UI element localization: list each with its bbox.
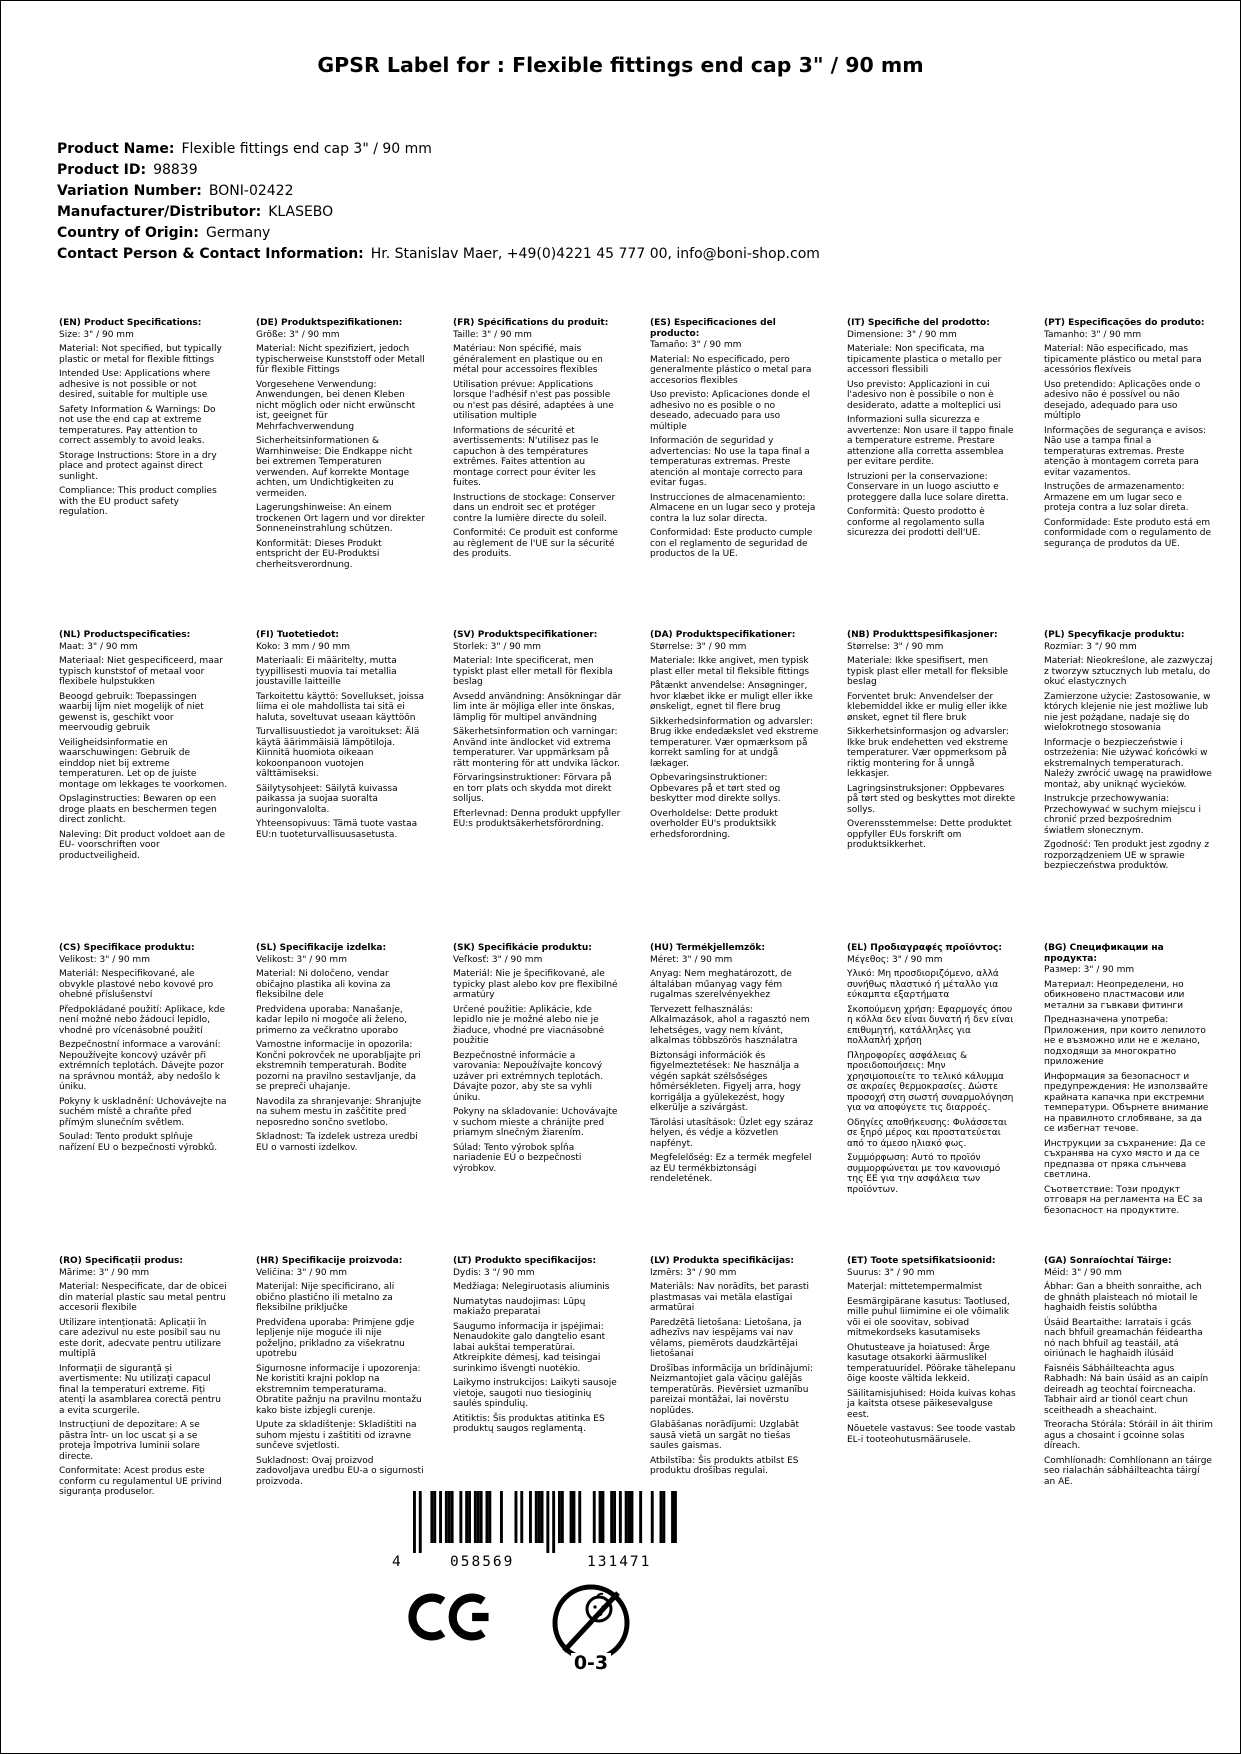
block-paragraph: Sikkerhetsinformasjon og advarsler: Ikke bruk endehetten ved ekstreme temperaturer. Vær oppmerksom på riktig montering for å unngå lekkasjer. xyxy=(847,727,1009,780)
block-paragraph: Dydis: 3 "/ 90 mm xyxy=(453,1267,535,1278)
language-block xyxy=(847,1256,1016,1502)
block-paragraph: Treoracha Stórála: Stóráil in áit thirim agus a chosaint i gcoinne solas díreach. xyxy=(1044,1420,1213,1452)
language-block-title: (EL) Προδιαγραφές προϊόντος: xyxy=(847,943,1002,953)
language-block-body xyxy=(650,642,819,841)
block-paragraph: Tamanho: 3" / 90 mm xyxy=(1044,329,1142,340)
block-paragraph: Izmērs: 3" / 90 mm xyxy=(650,1267,737,1278)
language-block xyxy=(59,630,228,943)
product-info-row xyxy=(57,244,820,265)
language-block-title: (RO) Specificații produs: xyxy=(59,1256,183,1266)
block-paragraph: Materjal: mittetempermalmist xyxy=(847,1282,983,1293)
language-block-body xyxy=(847,1268,1016,1446)
block-paragraph: Materiaali: Ei määritelty, mutta tyypillisesti muovia tai metallia joustaville laitteille xyxy=(256,656,397,688)
block-paragraph: Predvidena uporaba: Nanašanje, kadar lepilo ni mogoče ali želeno, primerno za večkratno uporabo xyxy=(256,1004,408,1036)
block-paragraph: Rozmiar: 3 "/ 90 mm xyxy=(1044,641,1137,652)
language-block-title: (NL) Productspecificaties: xyxy=(59,630,191,640)
block-paragraph: Uso previsto: Aplicaciones donde el adhesivo no es posible o no deseado, adecuado para uso múltiple xyxy=(650,390,810,432)
block-paragraph: Størrelse: 3" / 90 mm xyxy=(650,641,747,652)
language-block-body xyxy=(650,955,819,1185)
baby-face-icon xyxy=(587,1597,611,1621)
language-block-body xyxy=(650,1268,819,1477)
block-paragraph: Bezpečnostné informácie a varovania: Nepoužívajte koncový uzáver pri extrémnych teplotách. Dávajte pozor, aby ste sa vyhli úniku. xyxy=(453,1050,604,1103)
block-paragraph: Material: Nicht spezifiziert, jedoch typischerweise Kunststoff oder Metall für flexible Fittings xyxy=(256,344,425,376)
block-paragraph: Materiał: Nieokreślone, ale zazwyczaj z tworzyw sztucznych lub metalu, do okuć elastycznych xyxy=(1044,656,1213,688)
language-block-body xyxy=(453,330,622,560)
block-paragraph: Материал: Неопределени, но обикновено пластмасови или метални за гъвкави фитинги xyxy=(1044,979,1185,1011)
block-paragraph: Méid: 3" / 90 mm xyxy=(1044,1267,1122,1278)
language-block-title: (GA) Sonraíochtaí Táirge: xyxy=(1044,1256,1172,1266)
block-paragraph: Instructions de stockage: Conserver dans un endroit sec et protéger contre la lumière directe du soleil. xyxy=(453,492,616,524)
block-paragraph: Faisnéis Sábháilteachta agus Rabhadh: Ná bain úsáid as an caipín deireadh ag teochtaí foircneacha. Tabhair aird ar tionól ceart chun sceitheadh a sheachaint. xyxy=(1044,1363,1209,1416)
product-info xyxy=(57,139,820,265)
language-block xyxy=(453,943,622,1256)
language-block xyxy=(59,1256,228,1502)
block-paragraph: Sicherheitsinformationen & Warnhinweise: Die Endkappe nicht bei extremen Temperaturen verwenden. Auf korrekte Montage achten, um Undichtigkeiten zu vermeiden. xyxy=(256,436,413,499)
language-block-title: (ET) Toote spetsifikatsioonid: xyxy=(847,1256,996,1266)
block-paragraph: Σκοπούμενη χρήση: Εφαρμογές όπου η κόλλα δεν είναι δυνατή ή δεν είναι επιθυμητή, κατάλληλες για πολλαπλή χρήση xyxy=(847,1004,1014,1047)
block-paragraph: Größe: 3" / 90 mm xyxy=(256,329,340,340)
block-paragraph: Información de seguridad y advertencias: No use la tapa final a temperaturas extremas. Preste atención al montaje correcto para evitar fugas. xyxy=(650,436,810,489)
language-block-body xyxy=(256,1268,425,1488)
block-paragraph: Compliance: This product complies with the EU product safety regulation. xyxy=(59,486,217,518)
language-block-body xyxy=(1044,642,1213,872)
block-paragraph: Suurus: 3" / 90 mm xyxy=(847,1267,935,1278)
block-paragraph: Opslaginstructies: Bewaren op een droge plaats en beschermen tegen direct zonlicht. xyxy=(59,794,217,826)
language-block-body xyxy=(453,642,622,830)
page-title: GPSR Label for : Flexible fittings end cap 3" / 90 mm xyxy=(317,53,924,77)
block-paragraph: Istruzioni per la conservazione: Conservare in un luogo asciutto e proteggere dalla luce solare diretta. xyxy=(847,471,1009,503)
block-paragraph: Lagerungshinweise: An einem trockenen Ort lagern und vor direkter Sonneneinstrahlung schützen. xyxy=(256,503,425,535)
block-paragraph: Materiál: Nespecifikované, ale obvykle plastové nebo kovové pro ohebné příslušenství xyxy=(59,969,214,1001)
block-paragraph: Forventet bruk: Anvendelser der klebemiddel ikke er mulig eller ikke ønsket, egnet til flere bruk xyxy=(847,691,1008,723)
language-block-title: (NB) Produkttspesifikasjoner: xyxy=(847,630,998,640)
language-block xyxy=(256,318,425,630)
ce-mark-icon xyxy=(405,1593,493,1641)
language-block-title: (LV) Produkta specifikācijas: xyxy=(650,1256,794,1266)
language-block-body xyxy=(453,955,622,1175)
block-paragraph: Ábhar: Gan a bheith sonraithe, ach de ghnáth plaisteach nó miotail le haghaidh feistis solúbtha xyxy=(1044,1282,1202,1314)
block-paragraph: Ohutusteave ja hoiatused: Ärge kasutage otsakorki äärmuslikel temperatuuridel. Pöörake tähelepanu õige kooste vältida lekkeid. xyxy=(847,1342,1016,1385)
block-paragraph: Naleving: Dit product voldoet aan de EU- voorschriften voor productveiligheid. xyxy=(59,829,226,861)
language-block xyxy=(847,943,1016,1256)
language-block-title: (DA) Produktspecifikationer: xyxy=(650,630,796,640)
language-block-body xyxy=(847,330,1016,539)
block-paragraph: Predviđena uporaba: Primjene gdje lepljenje nije moguće ili nije poželjno, prikladno za višekratnu upotrebu xyxy=(256,1317,415,1360)
block-paragraph: Úsáid Beartaithe: Iarratais i gcás nach bhfuil greamachán féideartha nó nach bhfuil ag teastáil, atá oiriúnach le haghaidh ilúsáid xyxy=(1044,1317,1203,1360)
language-block xyxy=(847,318,1016,630)
block-paragraph: Zamierzone użycie: Zastosowanie, w których klejenie nie jest możliwe lub nie jest pożądane, nadaje się do wielokrotnego stosowania xyxy=(1044,691,1211,734)
block-paragraph: Conformitate: Acest produs este conform cu regulamentul UE privind siguranța produselor. xyxy=(59,1466,222,1498)
product-info-row xyxy=(57,181,820,202)
block-paragraph: Utilisation prévue: Applications lorsque l'adhésif n'est pas possible ou n'est pas désiré, adaptées à une utilisation multiple xyxy=(453,379,614,422)
block-paragraph: Atitiktis: Šis produktas atitinka ES produktų saugos reglamentą. xyxy=(453,1413,605,1435)
language-block-title: (DE) Produktspezifikationen: xyxy=(256,318,403,328)
product-info-label: Product Name: xyxy=(57,141,175,157)
language-block-title: (ES) Especificaciones del producto: xyxy=(650,318,776,339)
block-paragraph: Velikost: 3" / 90 mm xyxy=(59,954,150,965)
language-block-title: (FR) Spécifications du produit: xyxy=(453,318,609,328)
language-block xyxy=(650,943,819,1256)
product-info-label: Manufacturer/Distributor: xyxy=(57,204,262,220)
language-block-title: (EN) Product Specifications: xyxy=(59,318,202,328)
language-block-body xyxy=(59,1268,228,1498)
block-paragraph: Πληροφορίες ασφάλειας & προειδοποιήσεις: Μην χρησιμοποιείτε το τελικό κάλυμμα σε ακραίες θερμοκρασίες. Δώστε προσοχή στη σωστή συναρμολόγηση για να αποφύγετε τις διαρροές. xyxy=(847,1050,1014,1114)
block-paragraph: Glabāšanas norādījumi: Uzglabāt sausā vietā un sargāt no tiešas saules gaismas. xyxy=(650,1420,799,1452)
block-paragraph: Varnostne informacije in opozorila: Končni pokrovček ne uporabljajte pri ekstremnih temperaturah. Bodite pozorni na pravilno sestavljanje, da se prepreči uhajanje. xyxy=(256,1040,421,1093)
block-paragraph: Materiaal: Niet gespecificeerd, maar typisch kunststof of metaal voor flexibele hulpstukken xyxy=(59,656,223,688)
block-paragraph: Maat: 3" / 90 mm xyxy=(59,641,138,652)
block-paragraph: Megfelelőség: Ez a termék megfelel az EU termékbiztonsági rendeletének. xyxy=(650,1153,812,1185)
block-paragraph: Skladnost: Ta izdelek ustreza uredbi EU o varnosti izdelkov. xyxy=(256,1132,418,1153)
block-paragraph: Förvaringsinstruktioner: Förvara på en torr plats och skydda mot direkt solljus. xyxy=(453,773,612,805)
block-paragraph: Safety Information & Warnings: Do not use the end cap at extreme temperatures. Pay attention to correct assembly to avoid leaks. xyxy=(59,404,216,447)
block-paragraph: Materiale: Non specificata, ma tipicamente plastica o metallo per accessori flessibili xyxy=(847,344,1002,376)
language-block-title: (SK) Špecifikácie produktu: xyxy=(453,943,592,953)
block-paragraph: Säkerhetsinformation och varningar: Använd inte ändlocket vid extrema temperaturer. Var uppmärksam på rätt montering för att undvika läckor. xyxy=(453,727,620,769)
language-block xyxy=(1044,318,1213,630)
ean13-barcode xyxy=(413,1491,689,1557)
block-paragraph: Mărime: 3" / 90 mm xyxy=(59,1267,150,1278)
language-block-title: (HR) Specifikacije proizvoda: xyxy=(256,1256,403,1266)
block-paragraph: Informações de segurança e avisos: Não use a tampa final a temperaturas extremas. Preste atenção à montagem correta para evitar vazamentos. xyxy=(1044,425,1207,478)
language-block xyxy=(453,1256,622,1502)
block-paragraph: Opbevaringsinstruktioner: Opbevares på et tørt sted og beskytter mod direkte sollys. xyxy=(650,773,781,805)
language-block xyxy=(256,1256,425,1502)
age-warning-label: 0-3 xyxy=(573,1652,609,1674)
block-paragraph: Tervezett felhasználás: Alkalmazások, ahol a ragasztó nem lehetséges, vagy nem kívánt, alkalmas többszörös használatra xyxy=(650,1004,810,1047)
block-paragraph: Conformité: Ce produit est conforme au règlement de l'UE sur la sécurité des produits. xyxy=(453,528,618,560)
block-paragraph: Soulad: Tento produkt splňuje nařízení EU o bezpečnosti výrobků. xyxy=(59,1132,218,1153)
block-paragraph: Tamaño: 3" / 90 mm xyxy=(650,340,742,351)
language-block-body xyxy=(256,955,425,1154)
block-paragraph: Beoogd gebruik: Toepassingen waarbij lijm niet mogelijk of niet gewenst is, geschikt voor meervoudig gebruik xyxy=(59,691,204,734)
language-block-title: (PT) Especificações do produto: xyxy=(1044,318,1205,328)
block-paragraph: Anyag: Nem meghatározott, de általában műanyag vagy fém rugalmas szerelvényekhez xyxy=(650,969,792,1001)
block-paragraph: Informacje o bezpieczeństwie i ostrzeżenia: Nie używać końcówki w ekstremalnych temperaturach. Należy zwrócić uwagę na prawidłowe montaż, aby uniknąć wycieków. xyxy=(1044,737,1212,790)
language-block-body xyxy=(59,955,228,1154)
language-block xyxy=(1044,1256,1213,1502)
block-paragraph: Sigurnosne informacije i upozorenja: Ne koristiti krajni poklop na ekstremnim temperaturama. Obratite pažnju na pravilnu montažu kako biste izbjegli curenje. xyxy=(256,1363,422,1416)
block-paragraph: Conformità: Questo prodotto è conforme al regolamento sulla sicurezza dei prodotti dell'UE. xyxy=(847,507,985,539)
block-paragraph: Velikost: 3" / 90 mm xyxy=(256,954,347,965)
product-info-row xyxy=(57,202,820,223)
block-paragraph: Předpokládané použití: Aplikace, kde není možné nebo žádoucí lepidlo, vhodné pro vícenásobné použití xyxy=(59,1004,225,1036)
block-paragraph: Numatytas naudojimas: Lūpų makiažo preparatai xyxy=(453,1296,586,1318)
language-block xyxy=(59,318,228,630)
block-paragraph: Bezpečnostní informace a varování: Nepoužívejte koncový uzávěr při extrémních teplotách. Dávejte pozor na správnou montáž, aby nedošlo k úniku. xyxy=(59,1040,224,1093)
block-paragraph: Информация за безопасност и предупреждения: Не използвайте крайната капачка при екстремни температури. Обърнете внимание на правилното сглобяване, за да се избегнат течове. xyxy=(1044,1071,1209,1135)
age-warning-icon xyxy=(550,1579,632,1675)
barcode-digit-group: 058569 xyxy=(450,1554,515,1570)
language-block xyxy=(650,630,819,943)
block-paragraph: Instrukcje przechowywania: Przechowywać w suchym miejscu i chronić przed bezpośrednim światłem słonecznym. xyxy=(1044,794,1201,836)
block-paragraph: Размер: 3" / 90 mm xyxy=(1044,965,1135,976)
language-block-title: (PL) Specyfikacje produktu: xyxy=(1044,630,1185,640)
block-paragraph: Materiale: Ikke spesifisert, men typisk plast eller metall for fleksible beslag xyxy=(847,656,1009,688)
product-info-label: Contact Person & Contact Information: xyxy=(57,246,364,262)
block-paragraph: Medžiaga: Nelegiruotasis aliuminis xyxy=(453,1282,610,1293)
product-info-row xyxy=(57,160,820,181)
language-block-title: (HU) Termékjellemzők: xyxy=(650,943,766,953)
block-paragraph: Paredzētā lietošana: Lietošana, ja adhezīvs nav iespējams vai nav vēlams, piemērots daudzkārtējai lietošanai xyxy=(650,1317,802,1360)
language-block-body xyxy=(1044,965,1213,1216)
block-paragraph: Størrelse: 3" / 90 mm xyxy=(847,641,944,652)
block-paragraph: Utilizare intenționată: Aplicații în care adezivul nu este posibil sau nu este dorit, adecvate pentru utilizare multiplă xyxy=(59,1317,222,1360)
product-info-row xyxy=(57,223,820,244)
language-block xyxy=(1044,943,1213,1256)
block-paragraph: Taille: 3" / 90 mm xyxy=(453,329,532,340)
language-block-body xyxy=(256,330,425,571)
block-paragraph: Laikymo instrukcijos: Laikyti sausoje vietoje, saugoti nuo tiesioginių saulės spindulių. xyxy=(453,1378,617,1410)
product-info-value: BONI-02422 xyxy=(208,183,294,199)
block-paragraph: Съответствие: Този продукт отговаря на регламента на ЕС за безопасност на продуктите. xyxy=(1044,1184,1203,1216)
block-paragraph: Storage Instructions: Store in a dry place and protect against direct sunlight. xyxy=(59,450,217,482)
language-block xyxy=(256,630,425,943)
block-paragraph: Vorgesehene Verwendung: Anwendungen, bei denen Kleben nicht möglich oder nicht erwünscht ist, geeignet für Mehrfachverwendung xyxy=(256,379,416,432)
language-block-body xyxy=(847,642,1016,851)
language-block xyxy=(453,630,622,943)
block-paragraph: Säilitamisjuhised: Hoida kuivas kohas ja kaitsta otsese päikesevalguse eest. xyxy=(847,1388,1016,1420)
block-paragraph: Instrucțiuni de depozitare: A se păstra într- un loc uscat și a se proteja împotriva luminii solare directe. xyxy=(59,1420,200,1462)
block-paragraph: Overensstemmelse: Dette produktet oppfyller EUs forskrift om produktsikkerhet. xyxy=(847,819,1012,851)
product-info-row xyxy=(57,139,820,160)
product-info-value: Hr. Stanislav Maer, +49(0)4221 45 777 00, info@boni-shop.com xyxy=(370,246,820,262)
block-paragraph: Storlek: 3" / 90 mm xyxy=(453,641,542,652)
block-paragraph: Eesmärgipärane kasutus: Taotlused, mille puhul liimimine ei ole võimalik või ei ole soovitav, sobivad mitmekordseks kasutamiseks xyxy=(847,1296,1010,1339)
barcode-digit-group: 4 xyxy=(392,1554,403,1570)
language-block-body xyxy=(1044,330,1213,550)
block-paragraph: Uso previsto: Applicazioni in cui l'adesivo non è possibile o non è desiderato, adatte a molteplici usi xyxy=(847,379,1001,411)
block-paragraph: Efterlevnad: Denna produkt uppfyller EU:s produktsäkerhetsförordning. xyxy=(453,808,621,830)
block-paragraph: Méret: 3" / 90 mm xyxy=(650,954,733,965)
block-paragraph: Materiāls: Nav norādīts, bet parasti plastmasas vai metāla elastīgai armatūrai xyxy=(650,1282,809,1314)
block-paragraph: Påtænkt anvendelse: Ansøgninger, hvor klæbet ikke er muligt eller ikke ønskeligt, egnet til flere brug xyxy=(650,681,813,713)
block-paragraph: Informații de siguranță și avertismente: Nu utilizați capacul final la temperaturi extreme. Fiți atenți la asamblarea corectă pentru a evita scurgerile. xyxy=(59,1363,221,1416)
block-paragraph: Súlad: Tento výrobok spĺňa nariadenie EÚ o bezpečnosti výrobkov. xyxy=(453,1142,582,1174)
block-paragraph: Matériau: Non spécifié, mais généralement en plastique ou en métal pour accessoires flexibles xyxy=(453,344,603,376)
block-paragraph: Инструкции за съхранение: Да се съхранява на сухо място и да се предпазва от пряка слънчева светлина. xyxy=(1044,1138,1206,1181)
language-block xyxy=(453,318,622,630)
block-paragraph: Υλικό: Μη προσδιοριζόμενο, αλλά συνήθως πλαστικό ή μέταλλο για εύκαμπτα εξαρτήματα xyxy=(847,969,999,1001)
block-paragraph: Navodila za shranjevanje: Shranjujte na suhem mestu in zaščitite pred neposredno sončno svetlobo. xyxy=(256,1096,422,1128)
block-paragraph: Biztonsági információk és figyelmeztetések: Ne használja a végén sapkát szélsőséges hőmérsékleten. Figyelj arra, hogy korrigálja a gyülekezést, hogy elkerülje a szivárgást. xyxy=(650,1050,801,1114)
product-info-label: Product ID: xyxy=(57,162,147,178)
block-paragraph: Lagringsinstruksjoner: Oppbevares på tørt sted og beskyttes mot direkte sollys. xyxy=(847,783,1016,815)
barcode-bars xyxy=(413,1491,689,1553)
language-block-body xyxy=(59,330,228,518)
block-paragraph: Material: Nespecificate, dar de obicei din material plastic sau metal pentru accesorii flexibile xyxy=(59,1282,227,1314)
block-paragraph: Uso pretendido: Aplicações onde o adesivo não é possível ou não desejado, adequado para uso múltiplo xyxy=(1044,379,1201,422)
block-paragraph: Säilytysohjeet: Säilytä kuivassa paikassa ja suojaa suoralta auringonvalolta. xyxy=(256,783,398,815)
block-paragraph: Turvallisuustiedot ja varoitukset: Älä käytä äärimmäisiä lämpötiloja. Kiinnitä huomiota oikeaan kokoonpanoon vuotojen välttämiseksi. xyxy=(256,727,420,780)
block-paragraph: Conformidade: Este produto está em conformidade com o regulamento de segurança de produtos da UE. xyxy=(1044,517,1212,549)
block-paragraph: Veličina: 3" / 90 mm xyxy=(256,1267,348,1278)
language-block-body xyxy=(59,642,228,862)
block-paragraph: Drošības informācija un brīdinājumi: Neizmantojiet gala vāciņu galējās temperatūrās. Pievērsiet uzmanību pareizai montāžai, lai novērstu noplūdes. xyxy=(650,1363,814,1416)
product-info-value: Germany xyxy=(206,225,271,241)
block-paragraph: Upute za skladištenje: Skladištiti na suhom mjestu i zaštititi od izravne sunčeve svjetlosti. xyxy=(256,1420,417,1452)
block-paragraph: Comhlíonadh: Comhlíonann an táirge seo rialachán sábháilteachta táirgí an AE. xyxy=(1044,1455,1212,1487)
block-paragraph: Koko: 3 mm / 90 mm xyxy=(256,641,350,652)
barcode-digit-group: 131471 xyxy=(587,1554,652,1570)
block-paragraph: Konformität: Dieses Produkt entspricht der EU-Produktsi cherheitsverordnung. xyxy=(256,538,382,570)
block-paragraph: Tarkoitettu käyttö: Sovellukset, joissa liima ei ole mahdollista tai sitä ei haluta, soveltuvat useaan käyttöön xyxy=(256,691,425,723)
block-paragraph: Sukladnost: Ovaj proizvod zadovoljava uredbu EU-a o sigurnosti proizvoda. xyxy=(256,1455,424,1487)
language-block-body xyxy=(453,1268,622,1435)
language-block xyxy=(650,318,819,630)
language-block xyxy=(847,630,1016,943)
language-blocks-grid xyxy=(59,318,1213,1502)
block-paragraph: Μέγεθος: 3" / 90 mm xyxy=(847,954,943,965)
block-paragraph: Intended Use: Applications where adhesive is not possible or not desired, suitable for multiple use xyxy=(59,369,211,401)
block-paragraph: Atbilstība: Šis produkts atbilst ES produktu drošības regulai. xyxy=(650,1455,799,1477)
block-paragraph: Material: No especificado, pero generalmente plástico o metal para accesorios flexibles xyxy=(650,354,812,386)
block-paragraph: Pokyny na skladovanie: Uchovávajte v suchom mieste a chránijte pred priamym slnečným žiarením. xyxy=(453,1107,618,1139)
block-paragraph: Určené použitie: Aplikácie, kde lepidlo nie je možné alebo nie je žiaduce, vhodné pre viacnásobné použitie xyxy=(453,1004,604,1047)
language-block-body xyxy=(847,955,1016,1196)
block-paragraph: Οδηγίες αποθήκευσης: Φυλάσσεται σε ξηρό μέρος και προστατεύεται από το άμεσο ηλιακό φως. xyxy=(847,1117,1007,1149)
language-block-title: (CS) Specifikace produktu: xyxy=(59,943,195,953)
block-paragraph: Sikkerhedsinformation og advarsler: Brug ikke endedækslet ved ekstreme temperaturer. Vær opmærksom på korrekt samling for at undgå lækager. xyxy=(650,716,819,769)
product-info-label: Variation Number: xyxy=(57,183,202,199)
block-paragraph: Avsedd användning: Ansökningar där lim inte är möjliga eller inte önskas, lämplig för multipel användning xyxy=(453,691,622,723)
block-paragraph: Material: Inte specificerat, men typiskt plast eller metall för flexibla beslag xyxy=(453,656,613,688)
block-paragraph: Material: Ni določeno, vendar običajno plastika ali kovina za fleksibilne dele xyxy=(256,969,391,1001)
product-info-value: Flexible fittings end cap 3" / 90 mm xyxy=(181,141,432,157)
block-paragraph: Size: 3" / 90 mm xyxy=(59,329,134,340)
block-paragraph: Material: Not specified, but typically plastic or metal for flexible fittings xyxy=(59,344,222,365)
block-paragraph: Overholdelse: Dette produkt overholder EU's produktsikk erhedsforordning. xyxy=(650,808,778,840)
language-block-title: (BG) Спецификации на продукта: xyxy=(1044,943,1164,964)
language-block-body xyxy=(650,340,819,560)
block-paragraph: Предназначена употреба: Приложения, при които лепилото не е възможно или не е желано, подходящи за многократно приложение xyxy=(1044,1015,1206,1068)
language-block-title: (SL) Specifikacije izdelka: xyxy=(256,943,387,953)
language-block-title: (FI) Tuotetiedot: xyxy=(256,630,340,640)
product-info-value: KLASEBO xyxy=(268,204,334,220)
block-paragraph: Informazioni sulla sicurezza e avvertenze: Non usare il tappo finale a temperature estreme. Prestare attenzione alla corretta assemblea per evitare perdite. xyxy=(847,415,1014,468)
language-block xyxy=(256,943,425,1256)
block-paragraph: Informations de sécurité et avertissements: N'utilisez pas le capuchon à des températures extrêmes. Faites attention au montage correct pour éviter les fuites. xyxy=(453,425,599,489)
language-block xyxy=(59,943,228,1256)
block-paragraph: Zgodność: Ten produkt jest zgodny z rozporządzeniem UE w sprawie bezpieczeństwa produktów. xyxy=(1044,840,1210,872)
language-block-title: (LT) Produkto specifikacijos: xyxy=(453,1256,597,1266)
block-paragraph: Dimensione: 3" / 90 mm xyxy=(847,329,957,340)
language-block-body xyxy=(256,642,425,841)
block-paragraph: Conformidad: Este producto cumple con el reglamento de seguridad de productos de la UE. xyxy=(650,528,813,560)
block-paragraph: Material: Não especificado, mas tipicamente plástico ou metal para acessórios flexíveis xyxy=(1044,344,1202,376)
block-paragraph: Yhteensopivuus: Tämä tuote vastaa EU:n tuoteturvallisuusasetusta. xyxy=(256,819,418,840)
language-block xyxy=(1044,630,1213,943)
product-info-label: Country of Origin: xyxy=(57,225,199,241)
language-block xyxy=(650,1256,819,1502)
block-paragraph: Saugumo informacija ir įspėjimai: Nenaudokite galo dangtelio esant labai aukštai temperatūrai. Atkreipkite dėmesį, kad teisingai surinkimo išvengti nuotėkio. xyxy=(453,1321,606,1374)
product-info-value: 98839 xyxy=(153,162,198,178)
block-paragraph: Veiligheidsinformatie en waarschuwingen: Gebruik de einddop niet bij extreme temperaturen. Let op de juiste montage om lekkages te voorkomen. xyxy=(59,737,228,790)
block-paragraph: Materiál: Nie je špecifikované, ale typicky plast alebo kov pre flexibilné armatúry xyxy=(453,969,618,1001)
block-paragraph: Materiale: Ikke angivet, men typisk plast eller metal til fleksible fittings xyxy=(650,656,810,677)
language-block-title: (SV) Produktspecifikationer: xyxy=(453,630,598,640)
block-paragraph: Instrucciones de almacenamiento: Almacene en un lugar seco y proteja contra la luz solar directa. xyxy=(650,492,816,524)
block-paragraph: Pokyny k uskladnění: Uchovávejte na suchém místě a chraňte před přímým slunečním světlem. xyxy=(59,1096,227,1128)
block-paragraph: Instruções de armazenamento: Armazene em um lugar seco e proteja contra a luz solar direta. xyxy=(1044,482,1189,514)
block-paragraph: Συμμόρφωση: Αυτό το προϊόν συμμορφώνεται με τον κανονισμό της ΕΕ για την ασφάλεια των προϊόντων. xyxy=(847,1153,1001,1195)
block-paragraph: Tárolási utasítások: Üzlet egy száraz helyen, és védje a közvetlen napfényt. xyxy=(650,1117,813,1149)
block-paragraph: Veľkosť: 3" / 90 mm xyxy=(453,954,543,965)
language-block-title: (IT) Specifiche del prodotto: xyxy=(847,318,990,328)
block-paragraph: Materijal: Nije specificirano, ali obično plastično ili metalno za fleksibilne priključke xyxy=(256,1282,395,1314)
language-block-body xyxy=(1044,1268,1213,1488)
block-paragraph: Nõuetele vastavus: See toode vastab EL-i tooteohutusmäärusele. xyxy=(847,1424,1016,1445)
